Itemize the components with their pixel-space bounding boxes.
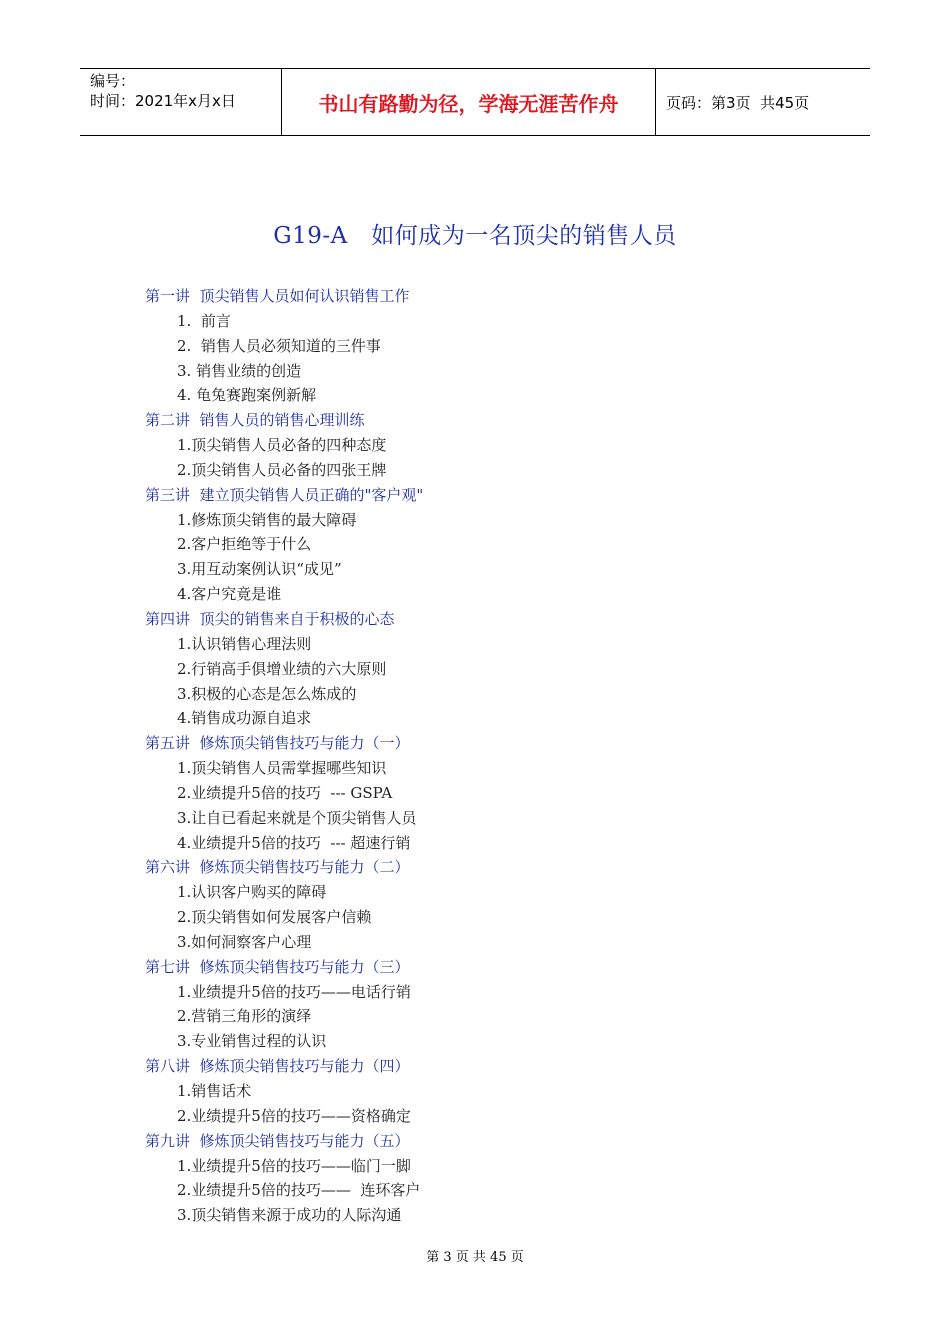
toc-item: 1.认识销售心理法则 xyxy=(177,634,312,653)
toc-item: 2.业绩提升5倍的技巧——资格确定 xyxy=(177,1106,411,1125)
toc-item: 3.让自已看起来就是个顶尖销售人员 xyxy=(177,808,417,827)
toc-item: 1. 前言 xyxy=(177,311,231,330)
toc-chapter: 第九讲 修炼顶尖销售技巧与能力（五） xyxy=(145,1131,410,1150)
toc-chapter: 第一讲 顶尖销售人员如何认识销售工作 xyxy=(145,287,410,305)
page-header xyxy=(80,68,870,136)
toc-item: 1.修炼顶尖销售的最大障碍 xyxy=(177,510,357,529)
toc-item: 3.顶尖销售来源于成功的人际沟通 xyxy=(177,1206,402,1225)
toc-item: 4.业绩提升5倍的技巧 --- 超速行销 xyxy=(177,833,411,852)
toc-chapter: 第五讲 修炼顶尖销售技巧与能力（一） xyxy=(145,734,410,753)
number-label: 编号： xyxy=(90,72,136,90)
toc-item: 1.顶尖销售人员需掌握哪些知识 xyxy=(177,759,387,778)
toc-item: 2.顶尖销售人员必备的四张王牌 xyxy=(177,460,387,479)
toc-item: 1.业绩提升5倍的技巧——临门一脚 xyxy=(177,1156,411,1175)
toc-item: 2.业绩提升5倍的技巧 --- GSPA xyxy=(177,783,393,802)
toc-item: 3.专业销售过程的认识 xyxy=(177,1032,327,1051)
toc-item: 2.顶尖销售如何发展客户信赖 xyxy=(177,908,372,927)
toc-chapter: 第八讲 修炼顶尖销售技巧与能力（四） xyxy=(145,1057,410,1076)
toc-item: 2.业绩提升5倍的技巧—— 连环客户 xyxy=(177,1181,421,1200)
toc-item: 3. 销售业绩的创造 xyxy=(177,361,302,380)
toc-item: 1.销售话术 xyxy=(177,1082,252,1100)
toc-chapter: 第七讲 修炼顶尖销售技巧与能力（三） xyxy=(145,957,410,976)
table-of-contents xyxy=(145,284,845,1228)
toc-item: 4.客户究竟是谁 xyxy=(177,585,282,604)
header-motto: 书山有路勤为径，学海无涯苦作舟 xyxy=(282,69,656,135)
toc-item: 3.用互动案例认识“成见” xyxy=(177,560,342,579)
document-title: G19-A 如何成为一名顶尖的销售人员 xyxy=(273,223,677,249)
toc-item: 1.顶尖销售人员必备的四种态度 xyxy=(177,436,387,455)
toc-item: 4.销售成功源自追求 xyxy=(177,709,312,728)
toc-chapter: 第三讲 建立顶尖销售人员正确的"客户观" xyxy=(145,485,424,504)
toc-item: 1.认识客户购买的障碍 xyxy=(177,883,327,902)
toc-item: 3.如何洞察客户心理 xyxy=(177,932,312,951)
toc-item: 4. 龟兔赛跑案例新解 xyxy=(177,386,317,405)
toc-item: 3.积极的心态是怎么炼成的 xyxy=(177,684,357,703)
header-page-info xyxy=(656,69,870,135)
toc-item: 2.营销三角形的演绎 xyxy=(177,1007,312,1026)
page-info-text: 页码：第3页 共45页 xyxy=(666,93,810,112)
page-footer: 第 3 页 共 45 页 xyxy=(426,1250,524,1265)
toc-item: 2. 销售人员必须知道的三件事 xyxy=(177,336,381,355)
toc-chapter: 第二讲 销售人员的销售心理训练 xyxy=(145,411,365,430)
toc-item: 2.行销高手俱增业绩的六大原则 xyxy=(177,659,387,678)
toc-item: 2.客户拒绝等于什么 xyxy=(177,535,312,554)
toc-item: 1.业绩提升5倍的技巧——电话行销 xyxy=(177,982,411,1001)
toc-chapter: 第四讲 顶尖的销售来自于积极的心态 xyxy=(145,609,395,628)
header-meta xyxy=(80,69,282,135)
toc-chapter: 第六讲 修炼顶尖销售技巧与能力（二） xyxy=(145,858,410,877)
time-label: 时间：2021年x月x日 xyxy=(90,92,236,110)
